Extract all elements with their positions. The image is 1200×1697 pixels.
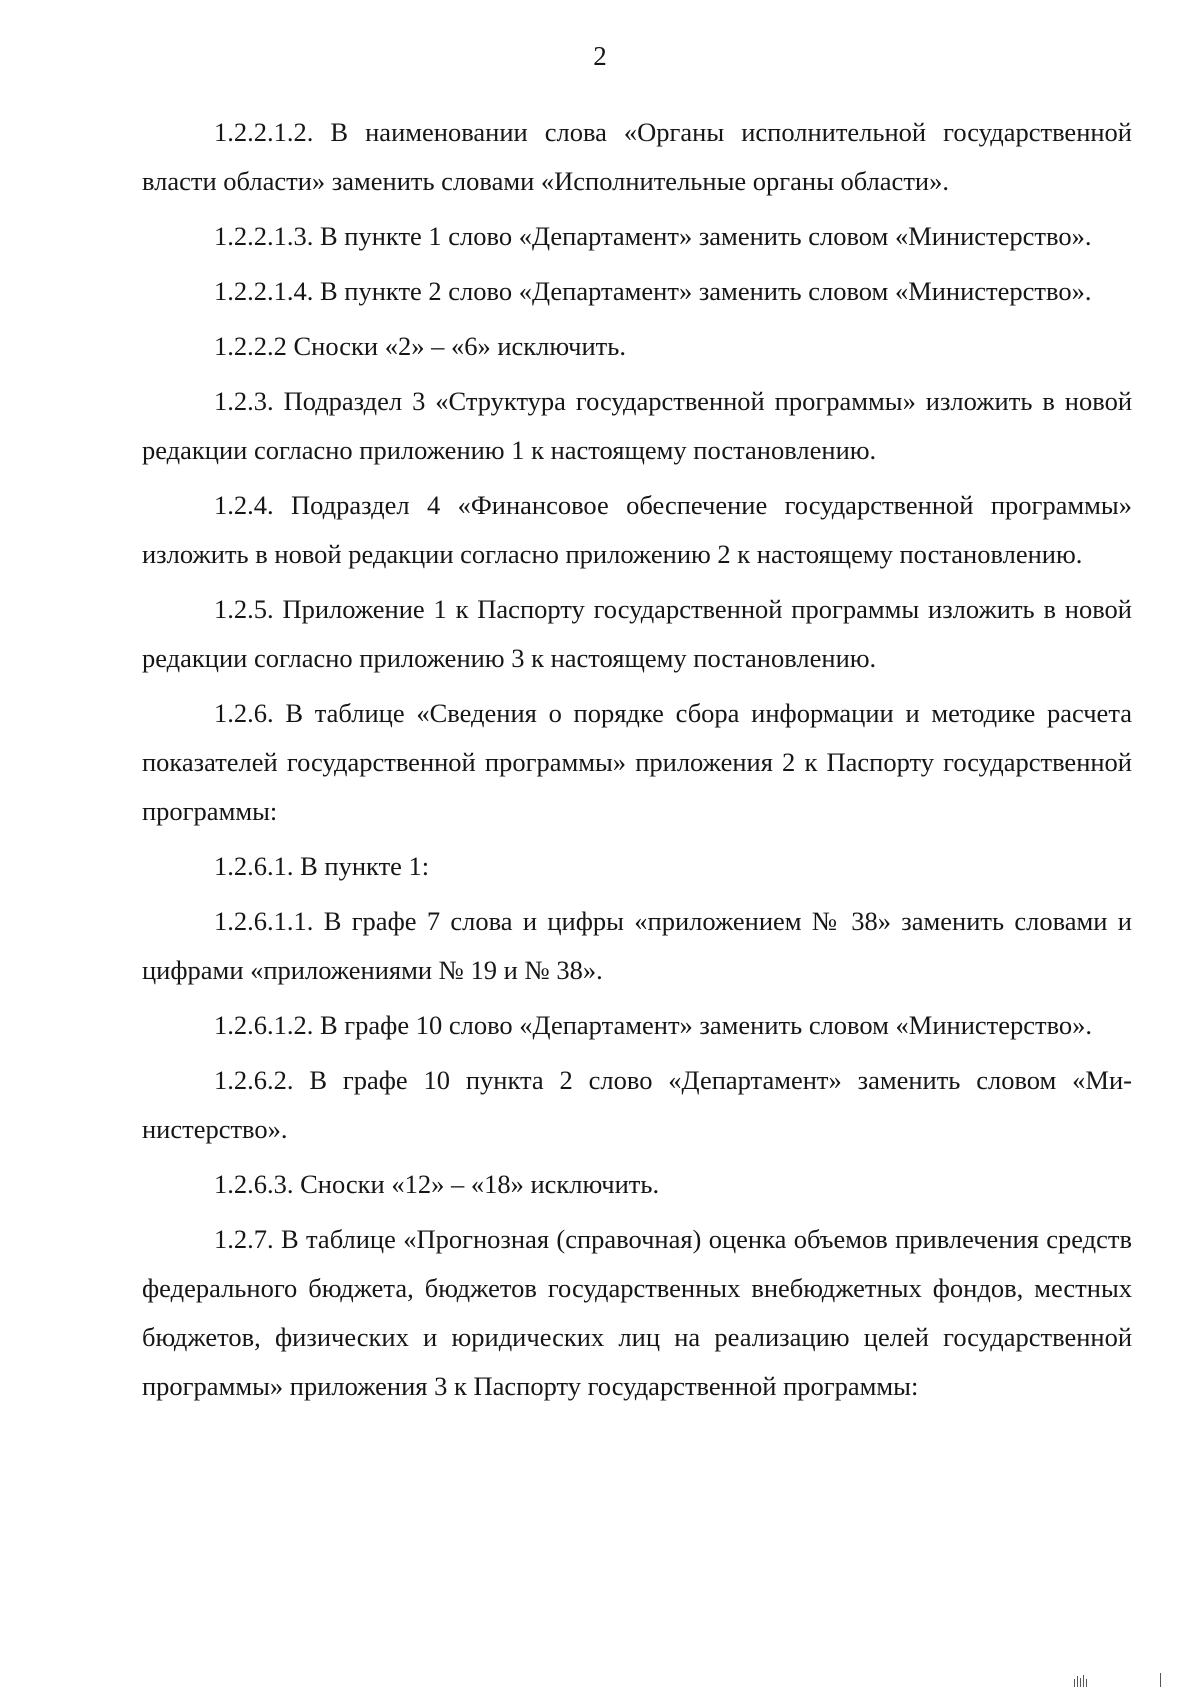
page-number: 2 <box>593 41 607 71</box>
paragraph-1-2-7: 1.2.7. В таблице «Прогнозная (справочная) оценка объемов привлечения средств федерального бюджета, бюджетов государственных внебюджетных фондов, местных бюджетов, физических и юридических лиц на реализацию целей государственной программы» приложения 3 к Паспорту государственной программы: <box>142 1224 1132 1401</box>
paragraph-1-2-6-3: 1.2.6.3. Сноски «12» – «18» исключить. <box>214 1169 660 1199</box>
paragraph-1-2-6-2: 1.2.6.2. В графе 10 пункта 2 слово «Департамент» заменить словом «Министерство». <box>142 1065 1132 1144</box>
paragraph-1-2-4: 1.2.4. Подраздел 4 «Финансовое обеспечение государственной программы» изложить в новой редакции согласно приложению 2 к настоящему постановлению. <box>142 490 1132 569</box>
document-body <box>142 108 1132 1411</box>
paragraph-1-2-6-1-2: 1.2.6.1.2. В графе 10 слово «Департамент» заменить словом «Министерство». <box>214 1010 1093 1040</box>
paragraph-1-2-6-1-1: 1.2.6.1.1. В графе 7 слова и цифры «приложением № 38» заменить словами и цифрами «приложениями № 19 и № 38». <box>142 906 1132 985</box>
paragraph-1-2-6-1: 1.2.6.1. В пункте 1: <box>214 851 430 881</box>
paragraph-1-2-2-1-4: 1.2.2.1.4. В пункте 2 слово «Департамент» заменить словом «Министерство». <box>214 276 1092 306</box>
paragraph-1-2-5: 1.2.5. Приложение 1 к Паспорту государственной программы изложить в новой редакции согласно приложению 3 к настоящему постановлению. <box>142 594 1132 673</box>
paragraph-1-2-3: 1.2.3. Подраздел 3 «Структура государственной программы» изложить в новой редакции согласно приложению 1 к настоящему постановлению. <box>142 386 1132 465</box>
paragraph-1-2-6: 1.2.6. В таблице «Сведения о порядке сбора информации и методике расчета показателей государственной программы» приложения 2 к Паспорту государственной программы: <box>142 698 1132 826</box>
scan-artifact <box>1060 1673 1180 1687</box>
paragraph-1-2-2-1-3: 1.2.2.1.3. В пункте 1 слово «Департамент» заменить словом «Министерство». <box>214 221 1092 251</box>
paragraph-1-2-2-2: 1.2.2.2 Сноски «2» – «6» исключить. <box>214 331 626 361</box>
paragraph-1-2-2-1-2: 1.2.2.1.2. В наименовании слова «Органы исполнительной государственной власти области» заменить словами «Исполнительные органы области». <box>142 117 1132 196</box>
